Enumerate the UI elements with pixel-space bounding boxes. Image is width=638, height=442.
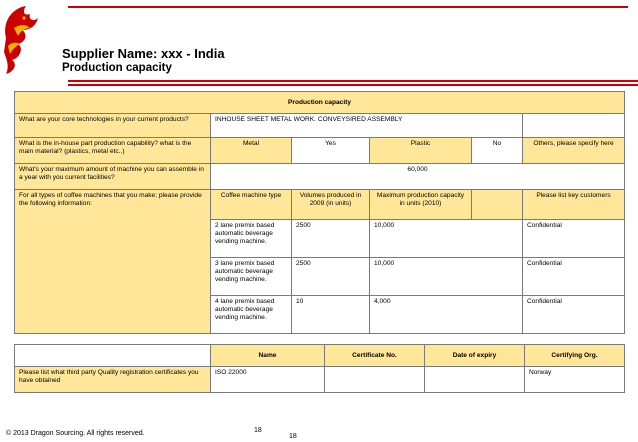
question-coffee-machines: For all types of coffee machines that you make; please provide the following information: xyxy=(15,190,211,334)
machine-type: 2 lane premix based automatic beverage vending machine. xyxy=(211,220,292,258)
col-certifying-org: Certifying Org. xyxy=(525,345,625,367)
col-key-customers: Please list key customers xyxy=(523,190,625,220)
empty-cell xyxy=(15,345,211,367)
answer-max-assembly: 60,000 xyxy=(211,164,625,190)
col-machine-type: Coffee machine type xyxy=(211,190,292,220)
copyright: © 2013 Dragon Sourcing. All rights reserved. xyxy=(6,430,145,437)
cert-name: ISO 22000 xyxy=(211,367,325,393)
value-metal: Yes xyxy=(292,138,370,164)
empty-cell xyxy=(523,114,625,138)
cert-expiry xyxy=(425,367,525,393)
max-capacity: 10,000 xyxy=(370,258,523,296)
question-core-technologies: What are your core technologies in your current products? xyxy=(15,114,211,138)
volume-2009: 10 xyxy=(292,296,370,334)
label-metal: Metal xyxy=(211,138,292,164)
dragon-logo xyxy=(0,0,70,80)
col-cert-number: Certificate No. xyxy=(325,345,425,367)
page-number-secondary: 18 xyxy=(289,433,297,440)
col-cert-name: Name xyxy=(211,345,325,367)
certificates-table xyxy=(14,344,625,393)
volume-2009: 2500 xyxy=(292,258,370,296)
max-capacity: 4,000 xyxy=(370,296,523,334)
capacity-table xyxy=(14,91,625,334)
question-production-capability: What is the in-house part production capability? what is the main material? (plastics, metal etc..) xyxy=(15,138,211,164)
question-max-assembly: What's your maximum amount of machine you can assemble in a year with you current facilities? xyxy=(15,164,211,190)
cert-org: Norway xyxy=(525,367,625,393)
key-customers: Confidential xyxy=(523,220,625,258)
label-others: Others, please specify here xyxy=(523,138,625,164)
cert-number xyxy=(325,367,425,393)
question-quality-certificates: Please list what third party Quality registration certificates you have obtained xyxy=(15,367,211,393)
value-plastic: No xyxy=(472,138,523,164)
volume-2009: 2500 xyxy=(292,220,370,258)
col-max-capacity-2010: Maximum production capacity in units (2010) xyxy=(370,190,472,220)
answer-core-technologies: INHOUSE SHEET METAL WORK. CONVEYSIRED ASSEMBLY xyxy=(211,114,523,138)
page-number: 18 xyxy=(254,427,262,434)
label-plastic: Plastic xyxy=(370,138,472,164)
machine-type: 3 lane premix based automatic beverage vending machine. xyxy=(211,258,292,296)
capacity-table-header: Production capacity xyxy=(15,92,625,114)
title-divider-top xyxy=(68,80,638,82)
title-divider-bottom xyxy=(68,84,638,86)
page-subtitle: Production capacity xyxy=(62,62,172,74)
top-rule xyxy=(68,6,628,8)
key-customers: Confidential xyxy=(523,258,625,296)
col-volumes-2009: Volumes produced in 2009 (in units) xyxy=(292,190,370,220)
max-capacity: 10,000 xyxy=(370,220,523,258)
key-customers: Confidential xyxy=(523,296,625,334)
machine-type: 4 lane premix based automatic beverage vending machine. xyxy=(211,296,292,334)
col-date-expiry: Date of expiry xyxy=(425,345,525,367)
empty-cell xyxy=(472,190,523,220)
page-title: Supplier Name: xxx - India xyxy=(62,46,225,61)
